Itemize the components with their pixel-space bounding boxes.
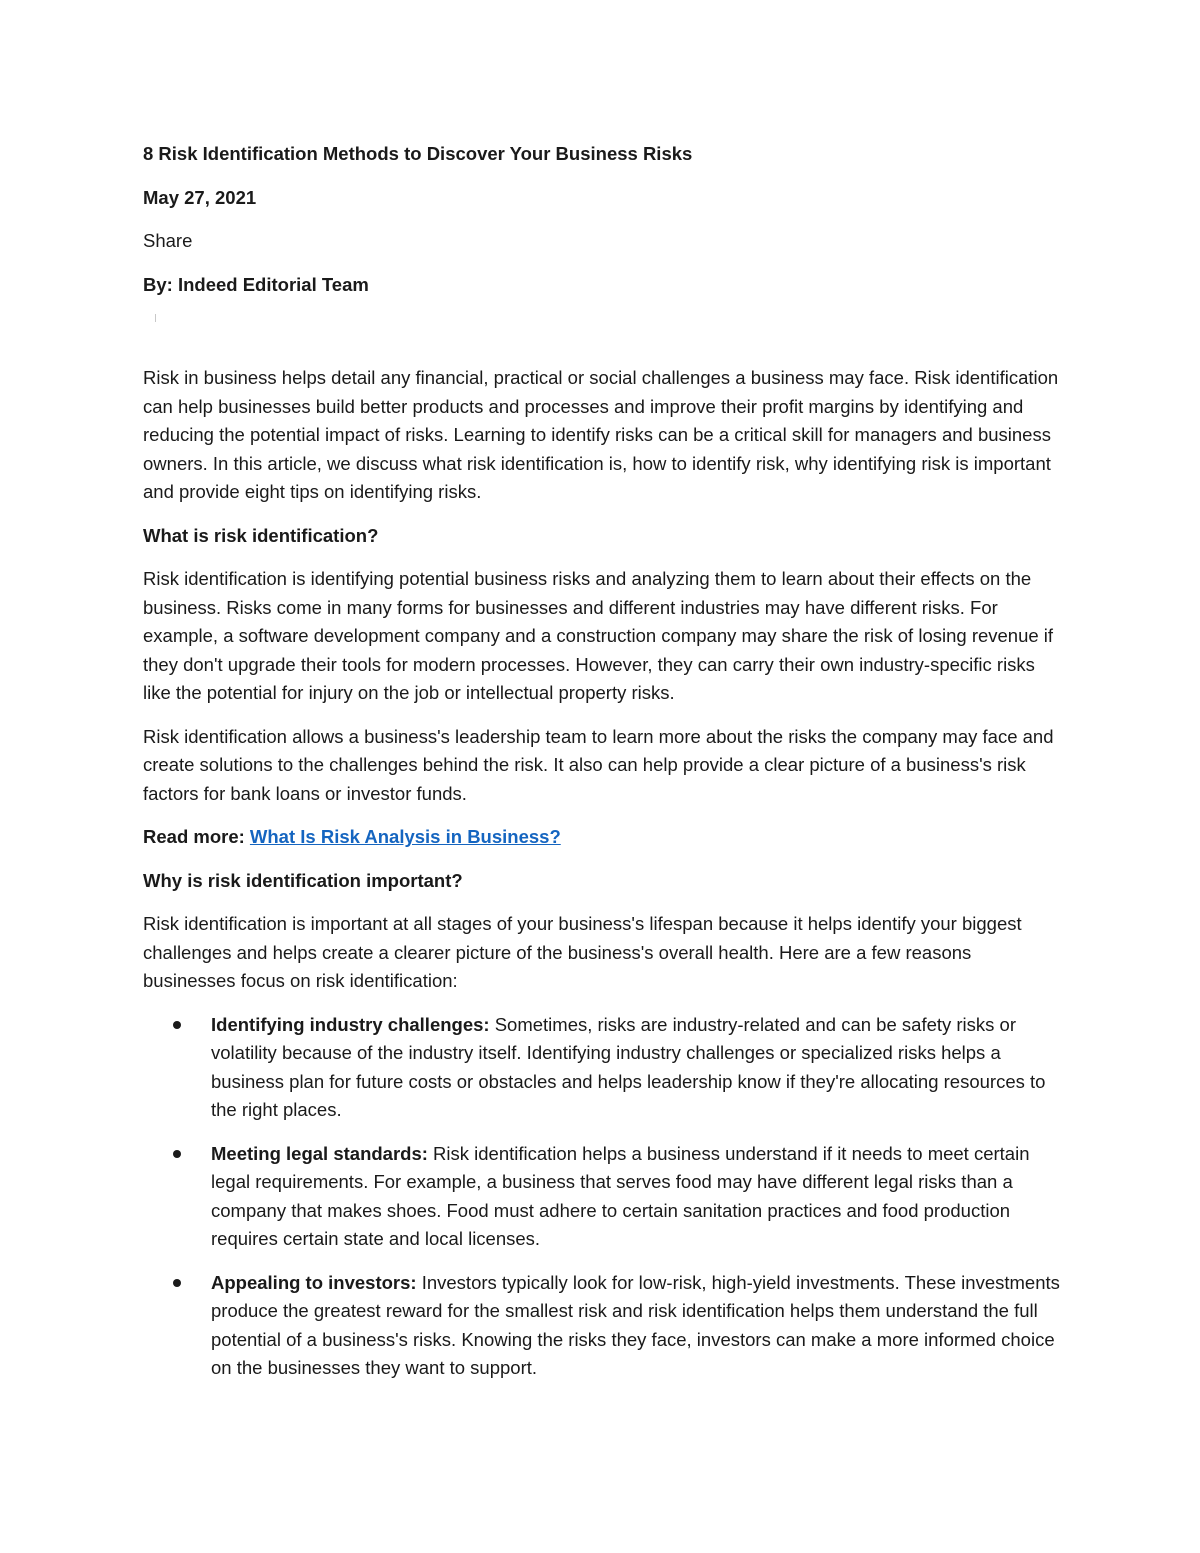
read-more-link[interactable]: What Is Risk Analysis in Business? — [249, 826, 561, 847]
bullet-icon — [173, 1021, 181, 1029]
list-item-term: Identifying industry challenges: — [211, 1013, 495, 1035]
body-paragraph: Risk identification is important at all stages of your business's lifespan because it helps identify your biggest challenges and helps create a clearer picture of the business's overall health. Here are a few reasons businesses focus on risk identification: — [143, 913, 1022, 991]
list-item-text: Investors typically look for low-risk, high-yield investments. These investments produce the greatest reward for the smallest risk and risk identification helps them understand the full potential of a business's risks. Knowing the risks they face, investors can make a more informed choice on the businesses they want to support. — [211, 1271, 1060, 1378]
reasons-list — [143, 1011, 1063, 1383]
list-item-term: Meeting legal standards: — [211, 1142, 434, 1164]
list-item-text: Risk identification helps a business understand if it needs to meet certain legal requirements. For example, a business that serves food may have different legal risks than a company that makes shoes. Food must adhere to certain sanitation practices and food production requires certain state and local licenses. — [211, 1142, 1030, 1249]
list-item — [143, 1269, 1063, 1383]
article-date: May 27, 2021 — [143, 186, 257, 208]
body-paragraph: Risk identification is identifying potential business risks and analyzing them to learn about their effects on the business. Risks come in many forms for businesses and different industries may have different risks. For example, a software development company and a construction company may share the risk of losing revenue if they don't upgrade their tools for modern processes. However, they can carry their own industry-specific risks like the potential for injury on the job or intellectual property risks. — [143, 568, 1054, 703]
bullet-icon — [173, 1279, 181, 1287]
section-heading-why-important: Why is risk identification important? — [143, 869, 463, 891]
bullet-icon — [173, 1150, 181, 1158]
list-item — [143, 1011, 1063, 1125]
read-more-label: Read more: — [143, 826, 250, 847]
share-link[interactable]: Share — [143, 230, 193, 251]
article-title: 8 Risk Identification Methods to Discover Your Business Risks — [143, 143, 693, 164]
list-item-term: Appealing to investors: — [211, 1271, 422, 1293]
section-heading-what-is: What is risk identification? — [143, 524, 379, 546]
document-page — [143, 140, 1063, 1398]
byline: By: Indeed Editorial Team — [143, 273, 369, 295]
body-paragraph: Risk identification allows a business's leadership team to learn more about the risks the company may face and create solutions to the challenges behind the risk. It also can help provide a clear picture of a business's risk factors for bank loans or investor funds. — [143, 725, 1054, 804]
list-item-text: Sometimes, risks are industry-related and can be safety risks or volatility because of the industry itself. Identifying industry challenges or specialized risks helps a business plan for future costs or obstacles and helps leadership know if they're allocating resources to the right places. — [211, 1013, 1046, 1120]
image-placeholder-mark — [155, 314, 157, 326]
list-item — [143, 1140, 1063, 1254]
intro-paragraph: Risk in business helps detail any financial, practical or social challenges a business may face. Risk identification can help businesses build better products and processes and improve their profit margins by identifying and reducing the potential impact of risks. Learning to identify risks can be a critical skill for managers and business owners. In this article, we discuss what risk identification is, how to identify risk, why identifying risk is important and provide eight tips on identifying risks. — [143, 367, 1059, 502]
read-more — [143, 823, 1063, 852]
